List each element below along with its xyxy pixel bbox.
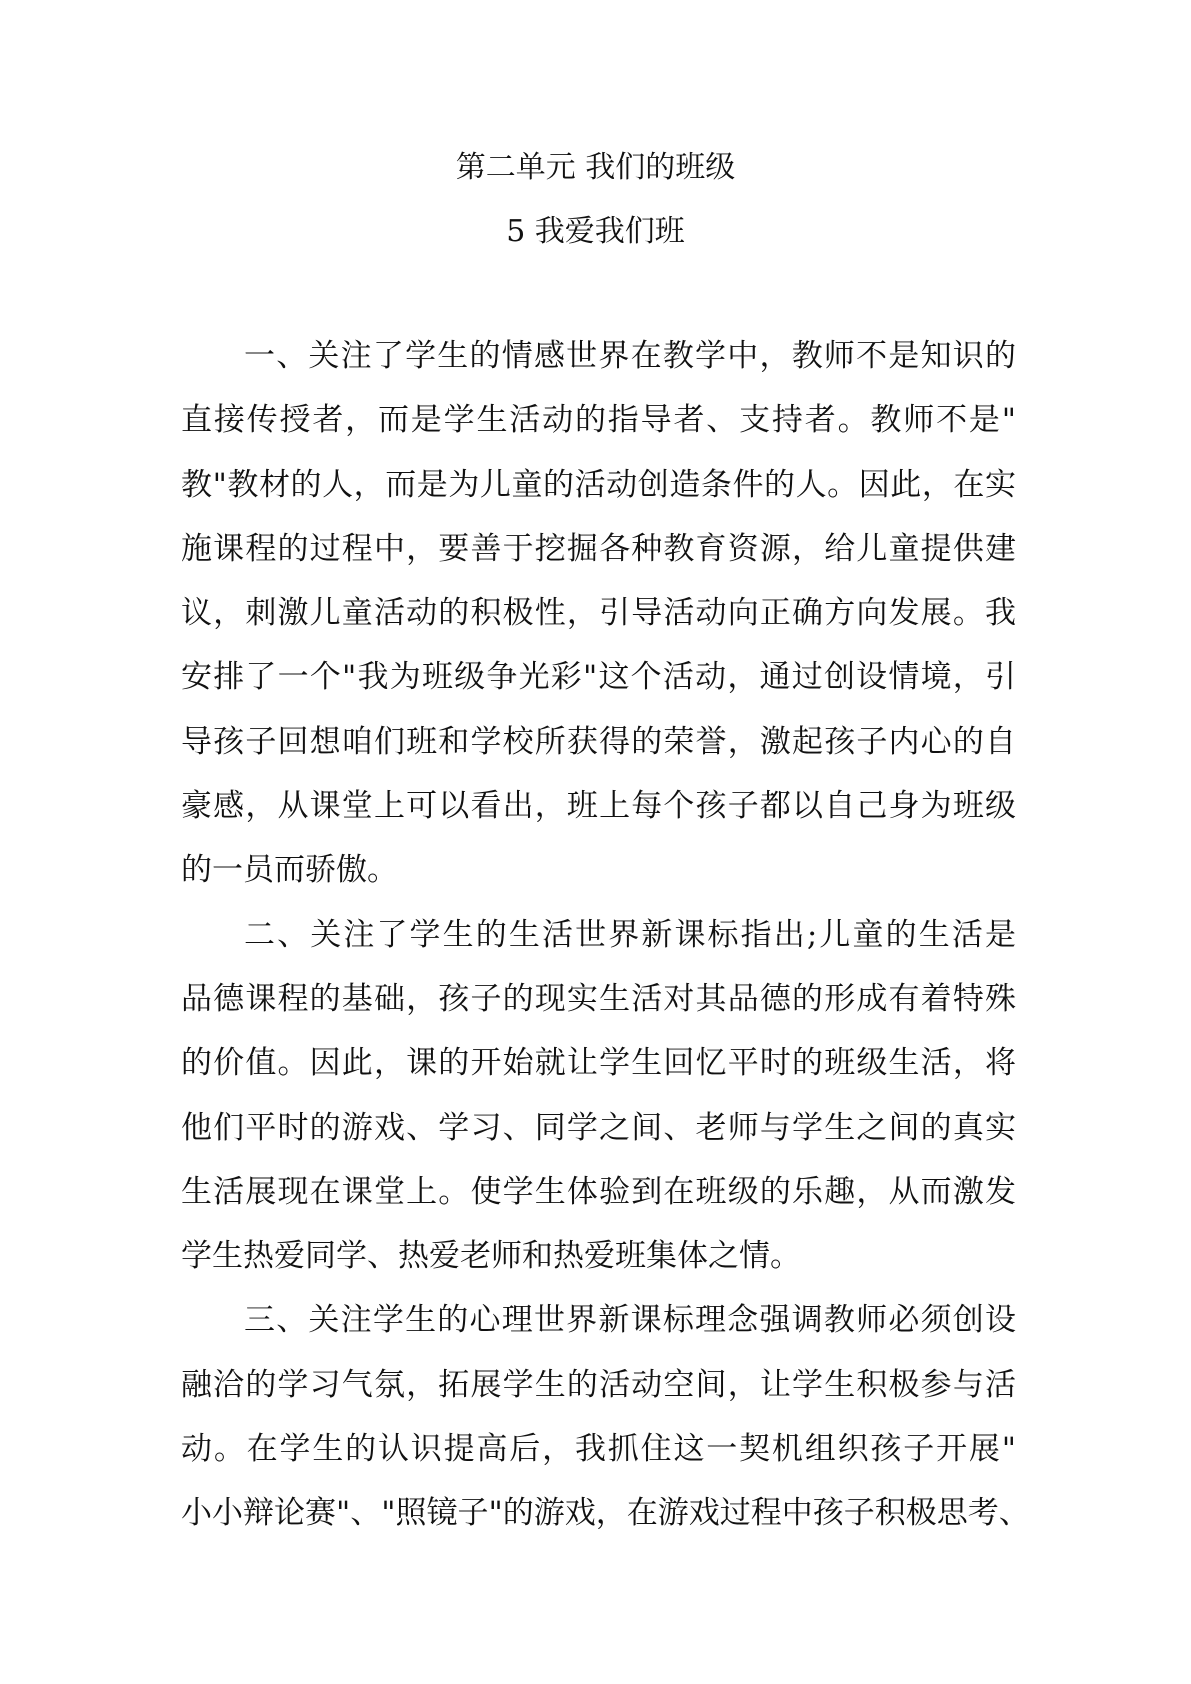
paragraph-line: 教"教材的人，而是为儿童的活动创造条件的人。因此，在实	[181, 466, 1016, 503]
paragraph-line: 二、关注了学生的生活世界新课标指出;儿童的生活是	[244, 916, 1016, 953]
paragraph-line: 小小辩论赛"、"照镜子"的游戏，在游戏过程中孩子积极思考、	[181, 1495, 1030, 1532]
paragraph-line: 导孩子回想咱们班和学校所获得的荣誉，激起孩子内心的自	[181, 723, 1016, 760]
paragraph-line: 融洽的学习气氛，拓展学生的活动空间，让学生积极参与活	[181, 1366, 1016, 1403]
paragraph-line: 直接传授者，而是学生活动的指导者、支持者。教师不是"	[181, 402, 1016, 439]
paragraph-2	[181, 915, 1016, 1301]
paragraph-line: 品德课程的基础，孩子的现实生活对其品德的形成有着特殊	[181, 980, 1016, 1017]
paragraph-line: 豪感，从课堂上可以看出，班上每个孩子都以自己身为班级	[181, 788, 1016, 825]
paragraph-3	[181, 1300, 1030, 1557]
paragraph-1	[181, 336, 1016, 915]
paragraph-line: 动。在学生的认识提高后，我抓住这一契机组织孩子开展"	[181, 1431, 1016, 1468]
paragraph-line: 生活展现在课堂上。使学生体验到在班级的乐趣，从而激发	[181, 1173, 1016, 1210]
paragraph-line: 三、关注学生的心理世界新课标理念强调教师必须创设	[244, 1302, 1016, 1339]
paragraph-line: 议，刺激儿童活动的积极性，引导活动向正确方向发展。我	[181, 595, 1016, 632]
unit-title: 第二单元 我们的班级	[455, 150, 736, 185]
document-body	[181, 336, 1030, 1558]
paragraph-line: 他们平时的游戏、学习、同学之间、老师与学生之间的真实	[181, 1109, 1016, 1146]
paragraph-line: 安排了一个"我为班级争光彩"这个活动，通过创设情境，引	[181, 659, 1016, 696]
paragraph-line: 一、关注了学生的情感世界在教学中，教师不是知识的	[244, 338, 1016, 374]
lesson-title: 5 我爱我们班	[506, 214, 685, 249]
paragraph-line: 施课程的过程中，要善于挖掘各种教育资源，给儿童提供建	[181, 530, 1016, 567]
paragraph-line: 的一员而骄傲。	[181, 852, 398, 889]
paragraph-line: 学生热爱同学、热爱老师和热爱班集体之情。	[181, 1238, 801, 1275]
paragraph-line: 的价值。因此，课的开始就让学生回忆平时的班级生活，将	[181, 1045, 1016, 1082]
